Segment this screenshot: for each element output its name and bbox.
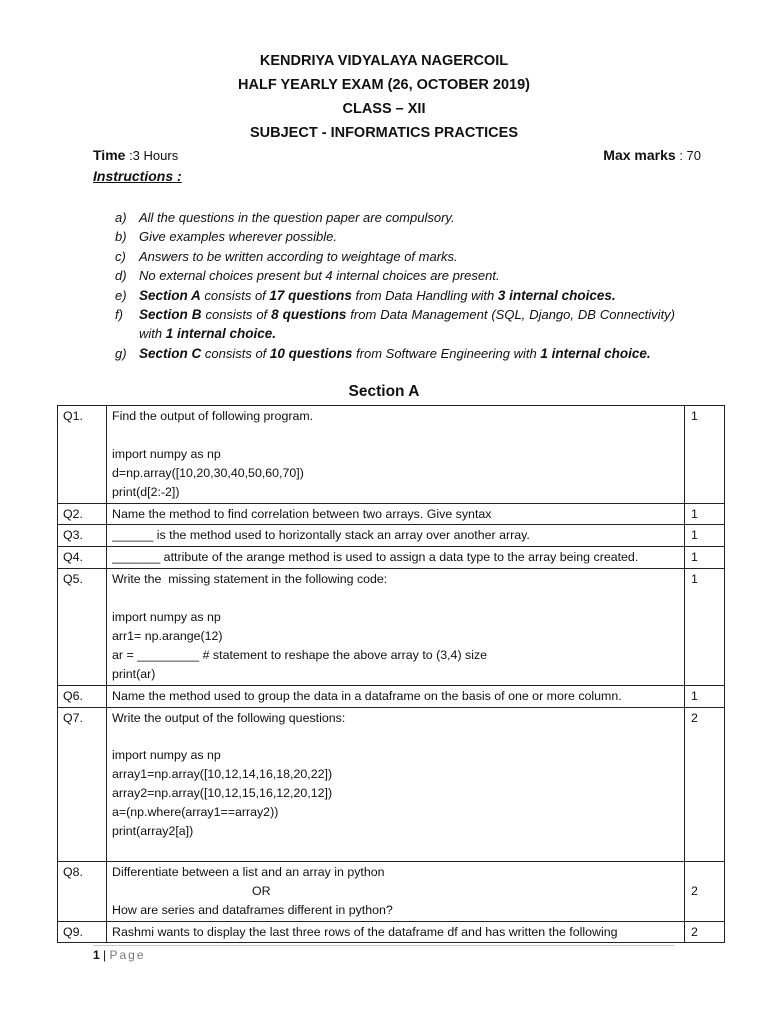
- question-line: d=np.array([10,20,30,40,50,60,70]): [112, 465, 304, 480]
- question-line: import numpy as np: [112, 446, 221, 461]
- question-line: _______ attribute of the arange method is used to assign a data type to the array being created.: [112, 550, 639, 565]
- instruction-letter: d): [115, 268, 127, 284]
- question-text: [107, 503, 685, 525]
- exam-title: HALF YEARLY EXAM (26, OCTOBER 2019): [238, 77, 530, 93]
- time-label: Time: [93, 147, 126, 163]
- question-row: [58, 861, 725, 921]
- question-text: [107, 685, 685, 707]
- questions-table: [57, 405, 725, 943]
- question-number: Q7.: [58, 707, 107, 861]
- question-line: Find the output of following program.: [112, 409, 314, 423]
- class-title: CLASS – XII: [342, 101, 426, 117]
- time-info: [93, 147, 178, 163]
- instruction-text: [139, 227, 675, 246]
- question-line: [112, 728, 679, 747]
- question-row: [58, 921, 725, 943]
- instruction-fragment: consists of: [201, 307, 272, 323]
- question-line: import numpy as np: [112, 748, 221, 763]
- question-line: array2=np.array([10,12,15,16,12,20,12]): [112, 786, 333, 801]
- question-marks: 2: [685, 861, 725, 921]
- question-marks: 1: [685, 525, 725, 547]
- question-row: [58, 503, 725, 525]
- question-line: arr1= np.arange(12): [112, 628, 223, 643]
- instruction-text: [139, 247, 675, 266]
- max-marks-label: Max marks: [603, 147, 676, 163]
- question-line: ar = _________ # statement to reshape the above array to (3,4) size: [112, 647, 488, 662]
- page-label: Page: [109, 948, 146, 962]
- instruction-letter: c): [115, 248, 126, 264]
- instruction-emphasis: 1 internal choice.: [540, 345, 651, 361]
- instruction-emphasis: 10 questions: [269, 345, 353, 361]
- instruction-item: [115, 305, 675, 344]
- footer-divider: [93, 945, 675, 946]
- question-line: print(array2[a]): [112, 824, 194, 839]
- page-number: 1: [93, 948, 100, 962]
- question-number: Q6.: [58, 685, 107, 707]
- question-row: [58, 406, 725, 504]
- question-line: Name the method to find correlation between two arrays. Give syntax: [112, 506, 492, 521]
- question-line: How are series and dataframes different in python?: [112, 902, 393, 917]
- page-footer: [93, 948, 146, 962]
- question-number: Q3.: [58, 525, 107, 547]
- question-number: Q9.: [58, 921, 107, 943]
- question-marks: 1: [685, 406, 725, 504]
- question-text: [107, 569, 685, 685]
- instruction-letter: f): [115, 307, 123, 323]
- question-line: ______ is the method used to horizontally stack an array over another array.: [112, 528, 530, 543]
- question-line: Rashmi wants to display the last three rows of the dataframe df and has written the following: [112, 924, 618, 939]
- question-text: [107, 921, 685, 943]
- question-row: [58, 547, 725, 569]
- instruction-text: [139, 266, 675, 285]
- question-line: [112, 841, 679, 860]
- question-text: [107, 707, 685, 861]
- instruction-fragment: All the questions in the question paper are compulsory.: [139, 210, 455, 225]
- instruction-fragment: Answers to be written according to weightage of marks.: [139, 248, 458, 264]
- question-marks: 2: [685, 707, 725, 861]
- question-line: import numpy as np: [112, 610, 221, 625]
- question-line: Write the output of the following questions:: [112, 710, 346, 725]
- question-text: [107, 547, 685, 569]
- instruction-text: [139, 208, 675, 227]
- question-line: Name the method used to group the data in a dataframe on the basis of one or more column.: [112, 688, 622, 703]
- instruction-fragment: No external choices present but 4 internal choices are present.: [139, 268, 500, 284]
- question-marks: 2: [685, 921, 725, 943]
- question-line: Differentiate between a list and an array in python: [112, 864, 385, 879]
- question-line: [112, 426, 679, 445]
- question-line: array1=np.array([10,12,14,16,18,20,22]): [112, 767, 333, 782]
- instruction-letter: a): [115, 210, 127, 225]
- instruction-fragment: consists of: [200, 287, 270, 303]
- instruction-item: [115, 266, 675, 285]
- max-marks-info: [603, 147, 701, 163]
- instruction-item: [115, 208, 675, 227]
- instructions-heading: Instructions :: [93, 168, 182, 184]
- instruction-item: [115, 286, 675, 305]
- max-marks-value: : 70: [679, 148, 701, 163]
- question-row: [58, 525, 725, 547]
- question-row: [58, 707, 725, 861]
- instruction-item: [115, 344, 675, 363]
- question-line: Write the missing statement in the following code:: [112, 572, 388, 587]
- instruction-letter: g): [115, 345, 127, 361]
- question-line: print(d[2:-2]): [112, 484, 180, 499]
- question-marks: 1: [685, 547, 725, 569]
- question-number: Q4.: [58, 547, 107, 569]
- question-text: [107, 861, 685, 921]
- question-number: Q2.: [58, 503, 107, 525]
- instruction-emphasis: 3 internal choices.: [497, 287, 616, 303]
- school-name: KENDRIYA VIDYALAYA NAGERCOIL: [259, 53, 509, 69]
- instruction-letter: b): [115, 229, 127, 245]
- question-marks: 1: [685, 503, 725, 525]
- instruction-fragment: consists of: [201, 345, 270, 361]
- question-line: print(ar): [112, 666, 156, 681]
- instruction-fragment: Give examples wherever possible.: [139, 229, 337, 245]
- subject-title: SUBJECT - INFORMATICS PRACTICES: [250, 125, 518, 141]
- instruction-item: [115, 247, 675, 266]
- instruction-fragment: from Data Management (SQL, Django, DB Connectivity) with: [139, 307, 676, 342]
- instruction-fragment: from Data Handling with: [351, 287, 498, 303]
- instruction-emphasis: Section C: [139, 345, 202, 361]
- section-title: Section A: [348, 383, 420, 400]
- question-marks: 1: [685, 685, 725, 707]
- instruction-item: [115, 227, 675, 246]
- question-line: [112, 589, 679, 608]
- instruction-emphasis: Section A: [139, 287, 201, 303]
- instruction-text: [139, 286, 675, 305]
- question-number: Q8.: [58, 861, 107, 921]
- question-line: a=(np.where(array1==array2)): [112, 805, 279, 820]
- question-number: Q5.: [58, 569, 107, 685]
- question-number: Q1.: [58, 406, 107, 504]
- instruction-text: [139, 305, 675, 344]
- instruction-emphasis: 1 internal choice.: [165, 326, 277, 342]
- question-text: [107, 525, 685, 547]
- question-line: OR: [252, 883, 271, 898]
- instruction-letter: e): [115, 287, 127, 303]
- question-row: [58, 569, 725, 685]
- question-text: [107, 406, 685, 504]
- instruction-emphasis: 8 questions: [271, 307, 347, 323]
- question-marks: 1: [685, 569, 725, 685]
- time-value: :3 Hours: [129, 148, 179, 163]
- instruction-fragment: from Software Engineering with: [352, 345, 541, 361]
- instruction-text: [139, 344, 675, 363]
- question-row: [58, 685, 725, 707]
- footer-separator: |: [99, 948, 110, 962]
- instruction-emphasis: 17 questions: [269, 287, 352, 303]
- instruction-emphasis: Section B: [139, 307, 202, 323]
- instructions-list: [115, 208, 675, 363]
